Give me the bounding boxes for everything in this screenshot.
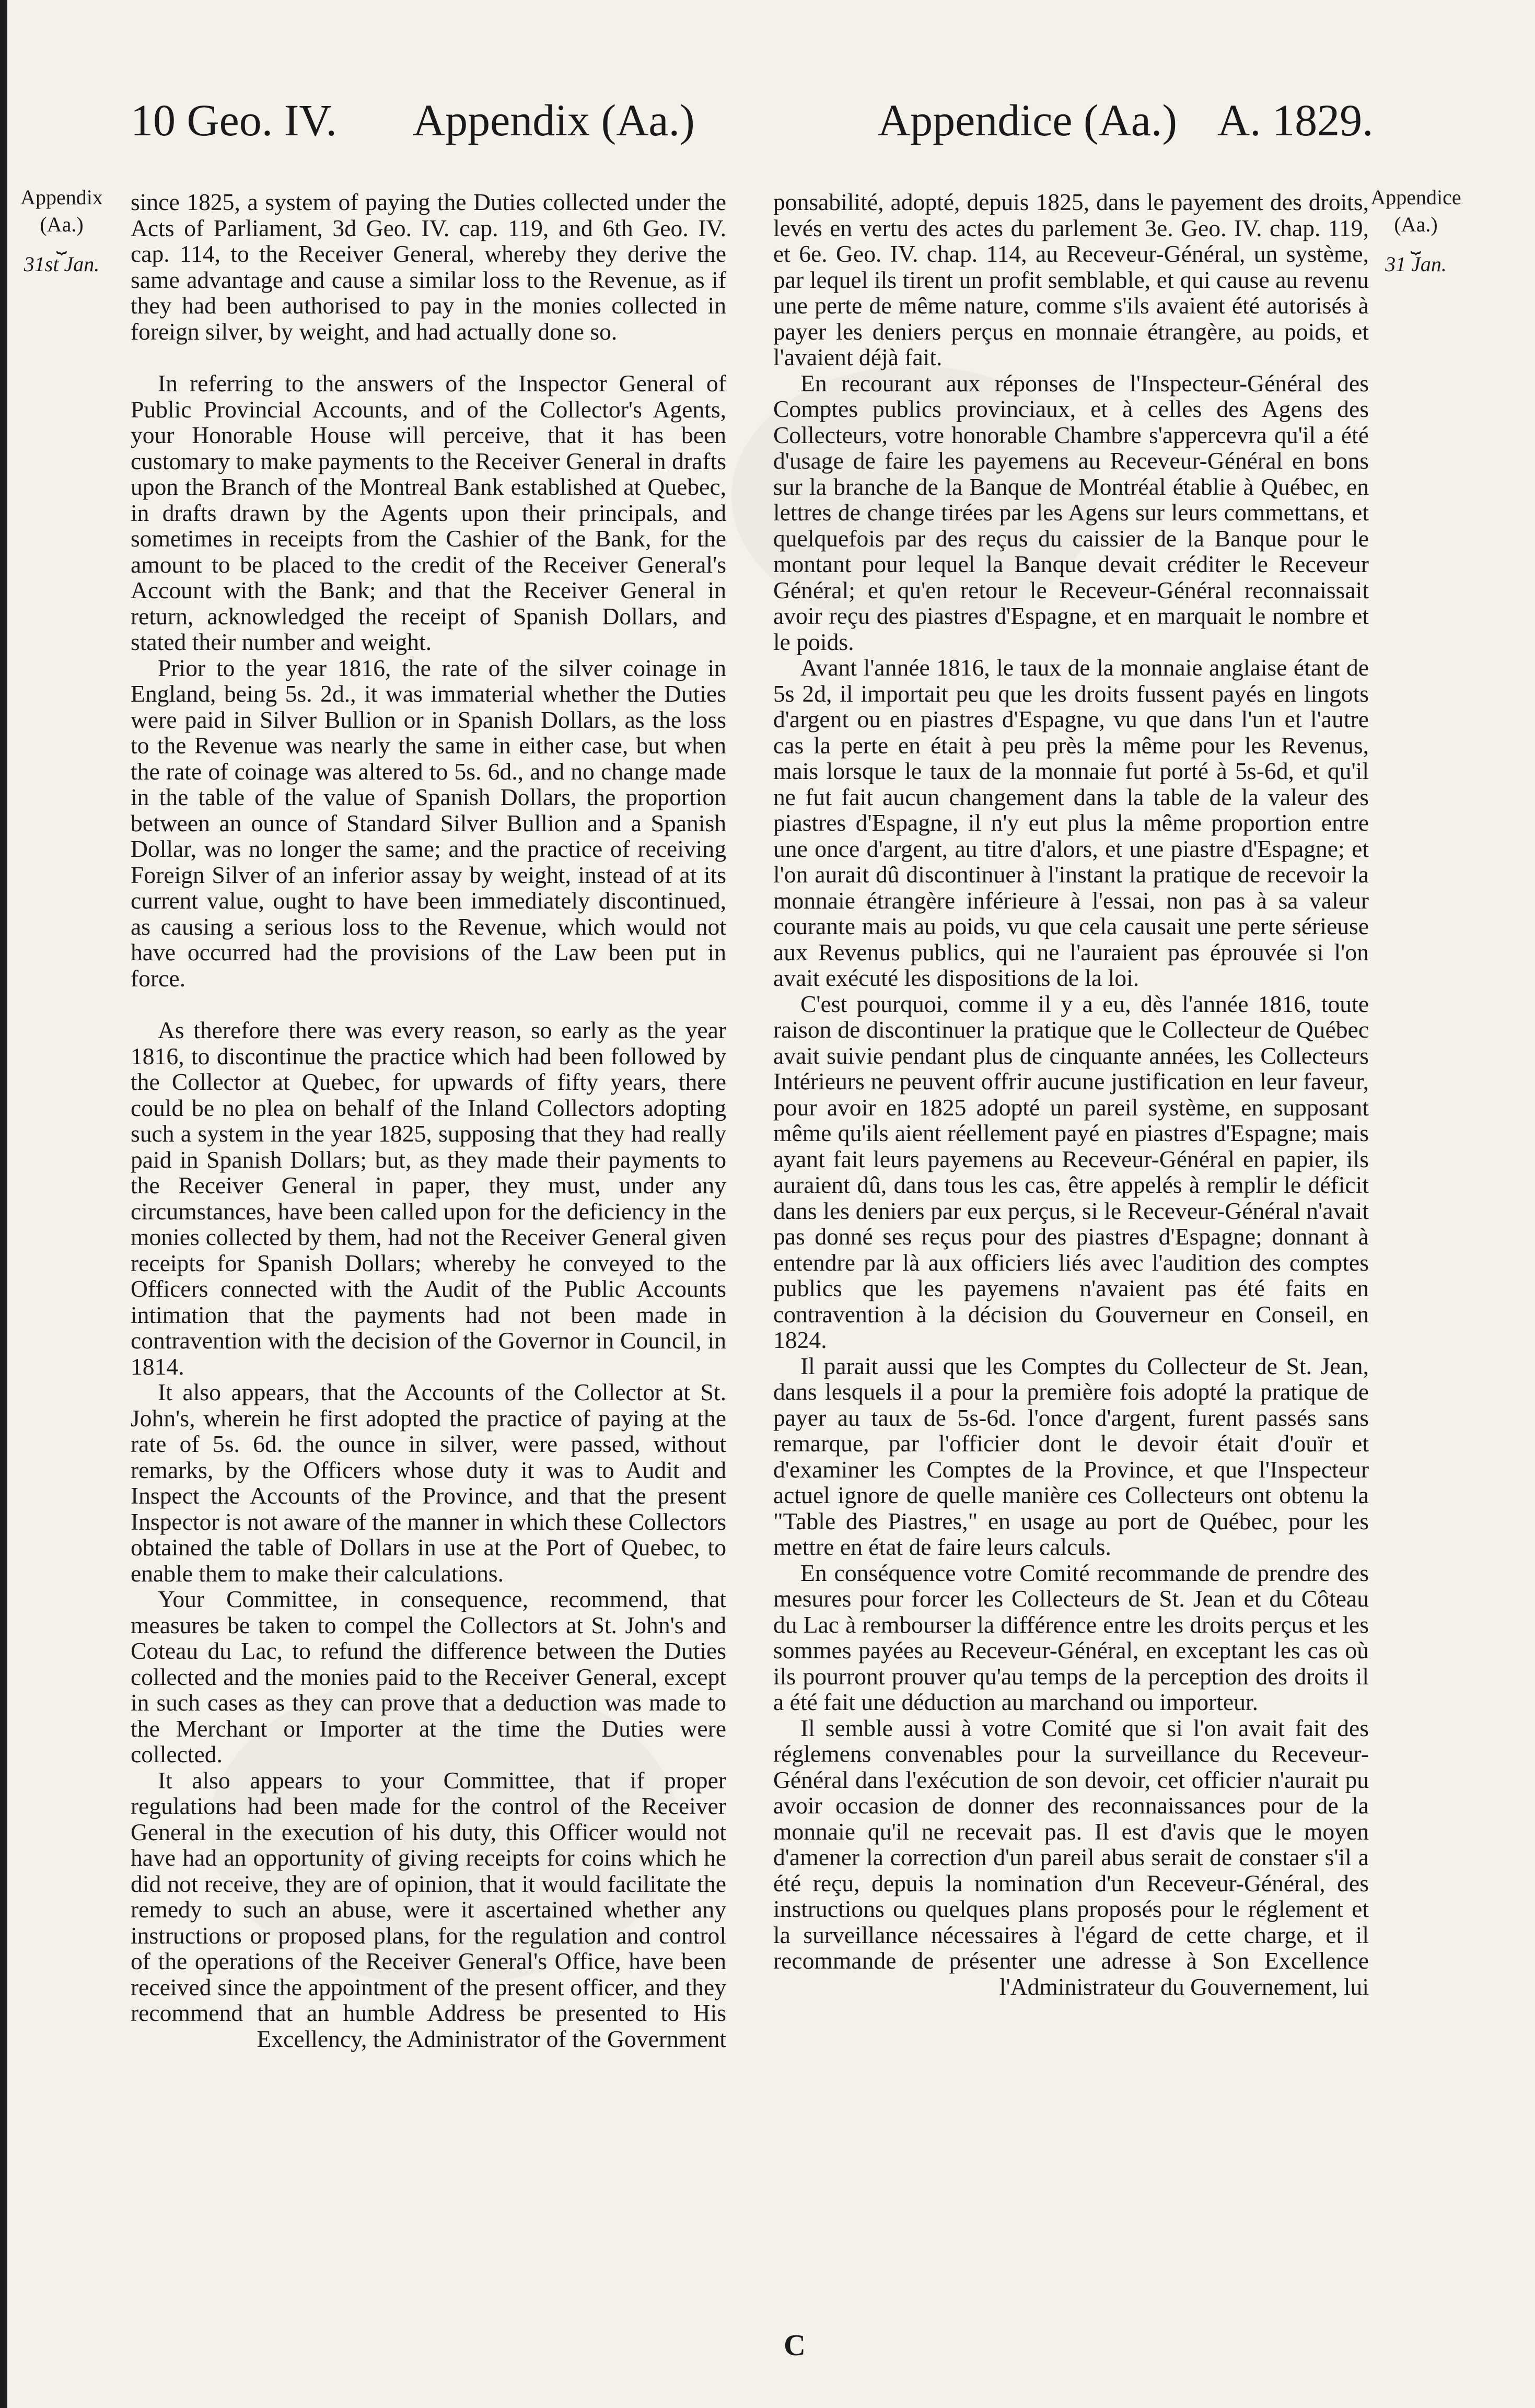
paragraph: It also appears, that the Accounts of the Collector at St. John's, wherein he first adopted the practice of paying at the rate of 5s. 6d. the ounce in silver, were passed, without remarks, by the Officers whose duty it was to Audit and Inspect the Accounts of the Province, and that the present Inspector is not aware of the manner in which these Collectors obtained the table of Dollars in use at the Port of Quebec, to enable them to make their calculations. <box>131 1379 726 1587</box>
paragraph: Your Committee, in consequence, recommend, that measures be taken to compel the Collectors at St. John's and Coteau du Lac, to refund the difference between the Duties collected and the monies paid to the Receiver General, except in such cases as they can prove that a deduction was made to the Merchant or Importer at the time the Duties were collected. <box>131 1586 726 1767</box>
margin-note-left <box>9 184 114 278</box>
margin-label: Appendix <box>20 185 103 209</box>
margin-sub: (Aa.) <box>1394 213 1438 236</box>
brace-icon: ⏟ <box>1410 235 1422 254</box>
page-header <box>0 78 1535 152</box>
margin-note-right <box>1358 184 1473 278</box>
french-column <box>773 189 1369 1999</box>
header-appendix-en: Appendix (Aa.) <box>413 95 695 145</box>
binding-edge <box>0 0 7 2408</box>
paragraph: En conséquence votre Comité recommande de prendre des mesures pour forcer les Collecteurs de St. Jean et du Côteau du Lac à rembourser la différence entre les droits perçus et les sommes payées au Receveur-Général, en exceptant les cas où ils pourront prouver qu'au temps de la perception des droits il a été fait une déduction au marchand ou importeur. <box>773 1559 1369 1715</box>
english-column <box>131 189 726 2052</box>
paragraph: As therefore there was every reason, so early as the year 1816, to discontinue the practice which had been followed by the Collector at Quebec, for upwards of fifty years, there could be no plea on behalf of the Inland Collectors adopting such a system in the year 1825, supposing that they had really paid in Spanish Dollars; but, as they made their payments to the Receiver General in paper, they must, under any circumstances, have been called upon for the deficiency in the monies collected by them, had not the Receiver General given receipts for Spanish Dollars; whereby he conveyed to the Officers connected with the Audit of the Public Accounts intimation that the payments had not been made in contravention with the decision of the Governor in Council, in 1814. <box>131 1017 726 1380</box>
margin-sub: (Aa.) <box>40 213 84 236</box>
header-regnal-year: 10 Geo. IV. <box>131 95 337 145</box>
header-appendix-fr: Appendice (Aa.) <box>878 95 1178 145</box>
paragraph: Avant l'année 1816, le taux de la monnaie anglaise étant de 5s 2d, il importait peu que les droits fussent payés en lingots d'argent ou en piastres d'Espagne, vu que dans l'un et l'autre cas la perte en était à peu près la même pour les Revenus, mais lorsque le taux de la monnaie fut porté à 5s-6d, et qu'il ne fut fait aucun changement dans la table de la valeur des piastres d'Espagne, il n'y eut plus la même proportion entre une once d'argent, au titre d'alors, et une piastre d'Espagne; et l'on aurait dû discontinuer à l'instant la pratique de recevoir la monnaie étrangère inférieure à l'essai, non pas à sa valeur courante mais au poids, vu que cela causait une perte sérieuse aux Revenus publics, qui ne l'auraient pas éprouvée si l'on avait exécuté les dispositions de la loi. <box>773 654 1369 991</box>
signature-mark: C <box>784 2328 806 2362</box>
paragraph: ponsabilité, adopté, depuis 1825, dans le payement des droits, levés en vertu des actes du parlement 3e. Geo. IV. chap. 119, et 6e. Geo. IV. chap. 114, au Receveur-Général, un système, par lequel ils tirent un profit semblable, et qui cause au revenu une perte de même nature, comme s'ils avaient été autorisés à payer les deniers perçus en monnaie étrangère, au poids, et l'avaient déjà fait. <box>773 189 1369 370</box>
paragraph: In referring to the answers of the Inspector General of Public Provincial Accounts, and of the Collector's Agents, your Honorable House will perceive, that it has been customary to make payments to the Receiver General in drafts upon the Branch of the Montreal Bank established at Quebec, in drafts drawn by the Agents upon their principals, and sometimes in receipts from the Cashier of the Bank, for the amount to be placed to the credit of the Receiver General's Account with the Bank; and that the Receiver General in return, acknowledged the receipt of Spanish Dollars, and stated their number and weight. <box>131 370 726 655</box>
paragraph: En recourant aux réponses de l'Inspecteur-Général des Comptes publics provinciaux, et à celles des Agens des Collecteurs, votre honorable Chambre s'appercevra qu'il a été d'usage de faire les payemens au Receveur-Général en bons sur la branche de la Banque de Montréal établie à Québec, en lettres de change tirées par les Agens sur leurs commettans, et quelquefois par des reçus du caissier de la Banque pour le montant pour lequel la Banque devait créditer le Receveur Général; et qu'en retour le Receveur-Général reconnaissait avoir reçu des piastres d'Espagne, et en marquait le nombre et le poids. <box>773 369 1369 655</box>
margin-date: 31st Jan. <box>24 252 100 276</box>
brace-icon: ⏟ <box>56 235 67 254</box>
paragraph: Il semble aussi à votre Comité que si l'on avait fait des réglemens convenables pour la surveillance du Receveur-Général dans l'exécution de son devoir, cet officier n'aurait pu avoir occasion de donner des reconnaissances pour de la monnaie qu'il ne recevait pas. Il est d'avis que le moyen d'amener la correction d'un pareil abus serait de constaer s'il a été reçu, depuis la nomination d'un Receveur-Général, des instructions ou quelques plans proposés pour le réglement et la surveillance nécessaires à l'égard de cette charge, et il recommande de présenter une adresse à Son Excellence l'Administrateur du Gouvernement, lui <box>773 1714 1369 2000</box>
margin-label: Appendice <box>1370 185 1461 209</box>
paragraph: C'est pourquoi, comme il y a eu, dès l'année 1816, toute raison de discontinuer la pratique que le Collecteur de Québec avait suivie pendant plus de cinquante années, les Collecteurs Intérieurs ne peuvent offrir aucune justification en leur faveur, pour avoir en 1825 adopté un pareil système, en supposant même qu'ils aient réellement payé en piastres d'Espagne; mais ayant fait leurs payemens au Receveur-Général en papier, ils auraient dû, dans tous les cas, être appelés à remplir le déficit dans les deniers par eux perçus, si le Receveur-Général n'avait pas donné ses reçus pour des piastres d'Espagne; donnant à entendre par là aux officiers liés avec l'audition des comptes publics que les payemens n'avaient pas été faits en contravention à la décision du Gouverneur en Conseil, en 1824. <box>773 990 1369 1353</box>
paragraph: It also appears to your Committee, that if proper regulations had been made for the control of the Receiver General in the execution of his duty, this Officer would not have had an opportunity of giving receipts for coins which he did not receive, they are of opinion, that it would facilitate the remedy to such an abuse, were it ascertained whether any instructions or proposed plans, for the regulation and control of the operations of the Receiver General's Office, have been received since the appointment of the present officer, and they recommend that an humble Address be presented to His Excellency, the Administrator of the Government <box>131 1766 726 2052</box>
paragraph: Prior to the year 1816, the rate of the silver coinage in England, being 5s. 2d., it was immaterial whether the Duties were paid in Silver Bullion or in Spanish Dollars, as the loss to the Revenue was nearly the same in either case, but when the rate of coinage was altered to 5s. 6d., and no change made in the table of the value of Spanish Dollars, the proportion between an ounce of Standard Silver Bullion and a Spanish Dollar, was no longer the same; and the practice of receiving Foreign Silver of an inferior assay by weight, instead of at its current value, ought to have been immediately discontinued, as causing a serious loss to the Revenue, which would not have occurred had the provisions of the Law been put in force. <box>131 654 726 992</box>
paragraph: Il parait aussi que les Comptes du Collecteur de St. Jean, dans lesquels il a pour la première fois adopté la pratique de payer au taux de 5s-6d. l'once d'argent, furent passés sans remarque, par l'officier dont le devoir était d'ouïr et d'examiner les Comptes de la Province, et que l'Inspecteur actuel ignore de quelle manière ces Collecteurs ont obtenu la "Table des Piastres," en usage au port de Québec, pour les mettre en état de faire leurs calculs. <box>773 1352 1369 1560</box>
header-year: A. 1829. <box>1217 95 1374 145</box>
paragraph: since 1825, a system of paying the Duties collected under the Acts of Parliament, 3d Geo. IV. cap. 119, and 6th Geo. IV. cap. 114, to the Receiver General, whereby they derive the same advantage and cause a similar loss to the Revenue, as if they had been authorised to pay in the monies collected in foreign silver, by weight, and had actually done so. <box>131 189 726 345</box>
margin-date: 31 Jan. <box>1385 252 1447 276</box>
